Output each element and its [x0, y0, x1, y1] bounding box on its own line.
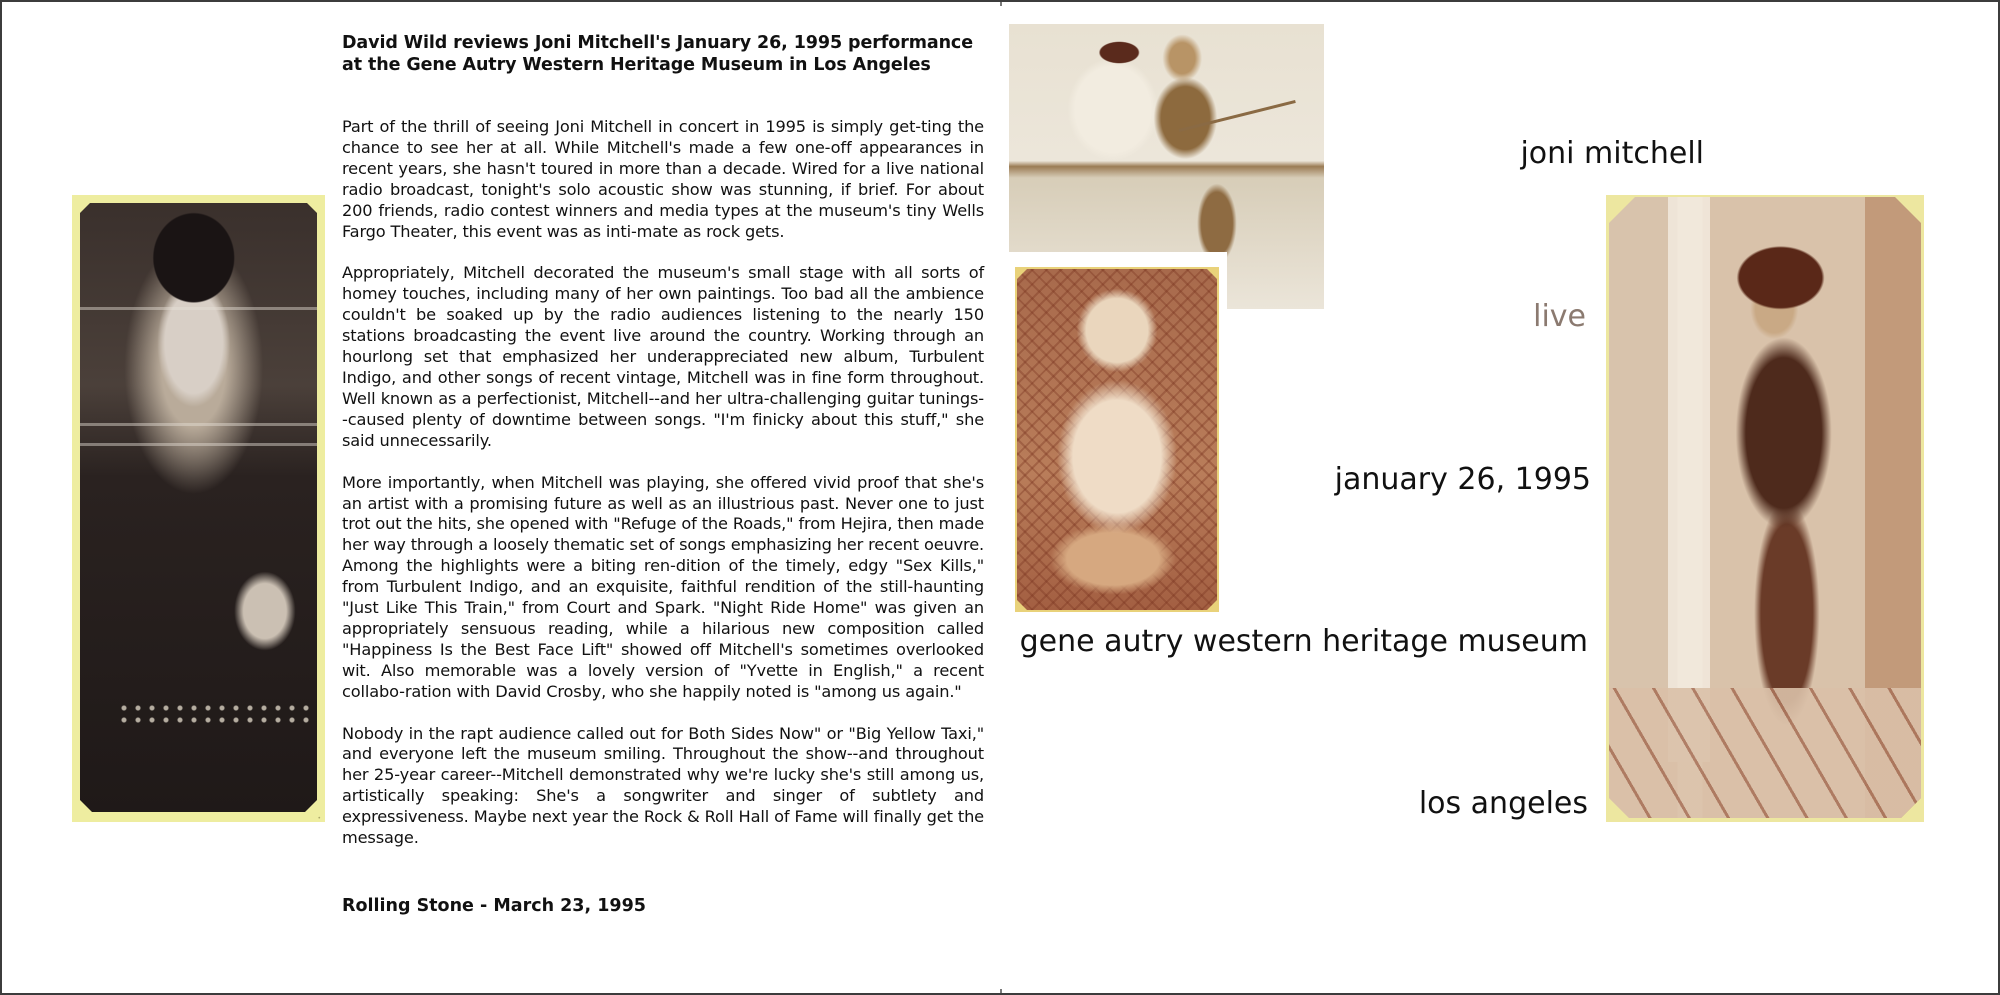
photo-crease: [80, 307, 317, 310]
portrait-photo: [72, 195, 325, 822]
porch-post: [1668, 197, 1710, 762]
cowgirl-photo: [1606, 195, 1924, 822]
cover-city: los angeles: [1418, 786, 1588, 821]
belt-detail: [118, 700, 317, 724]
article-paragraph: Nobody in the rapt audience called out for Both Sides Now" or "Big Yellow Taxi," and everyone left the museum smiling. Throughout the show--and throughout her 25-year career--Mitchell demonstrated why we're lucky she's still among us, artistically speaking: She's a songwriter and singer of subtlety and expressiveness. Maybe next year the Rock & Roll Hall of Fame will finally get the message.: [342, 723, 984, 848]
review-article: [342, 32, 984, 917]
cover-live-label: live: [1533, 299, 1586, 334]
fold-mark-bottom: [1000, 989, 1002, 993]
cover-venue: gene autry western heritage museum: [1019, 624, 1588, 659]
cover-artist: joni mitchell: [1520, 136, 1704, 171]
article-paragraph: Part of the thrill of seeing Joni Mitchell in concert in 1995 is simply get-ting the chance to see her at all. While Mitchell's made a few one-off appearances in recent years, she hasn't toured in more than a decade. Wired for a live national radio broadcast, tonight's solo acoustic show was stunning, if brief. For about 200 friends, radio contest winners and media types at the museum's tiny Wells Fargo Theater, this event was as inti-mate as rock gets.: [342, 117, 984, 241]
porch-deck: [1609, 688, 1921, 818]
toddler-image: [1017, 269, 1217, 610]
article-headline: David Wild reviews Joni Mitchell's January 26, 1995 performance at the Gene Autry Western Heritage Museum in Los Angeles: [342, 33, 973, 75]
fold-mark-top: [1000, 2, 1002, 6]
photo-crease: [80, 443, 317, 446]
article-source: Rolling Stone - March 23, 1995: [342, 896, 646, 916]
photo-crease: [80, 423, 317, 426]
cover-date: january 26, 1995: [1334, 462, 1591, 497]
toddler-photo: [1015, 267, 1219, 612]
scan-mark: •: [317, 815, 321, 822]
article-paragraph: Appropriately, Mitchell decorated the museum's small stage with all sorts of homey touches, including many of her own paintings. Too bad all the ambience couldn't be soaked up by the radio audiences listening to the nearly 150 stations broadcasting the event live around the country. Working through an hourlong set that emphasized her underappreciated new album, Turbulent Indigo, and other songs of recent vintage, Mitchell was in fine form throughout. Well known as a perfectionist, Mitchell--and her ultra-challenging guitar tunings--caused plenty of downtime between songs. "I'm finicky about this stuff," she said unnecessarily.: [342, 263, 984, 450]
article-paragraph: More importantly, when Mitchell was playing, she offered vivid proof that she's an artist with a promising future as well as an illustrious past. Never one to just trot out the hits, she opened with "Refuge of the Roads," from Hejira, then made her way through a loosely thematic set of songs emphasizing her recent oeuvre. Among the highlights were a biting ren-dition of the timely, edgy "Sex Kills," from Turbulent Indigo, and an exquisite, faithful rendition of the still-haunting "Just Like This Train," from Court and Spark. "Night Ride Home" was given an appropriately sensuous reading, while a hilarious new composition called "Happiness Is the Best Face Lift" showed off Mitchell's sometimes overlooked wit. Also memorable was a lovely version of "Yvette in English," a recent collabo-ration with David Crosby, who she happily noted is "among us again.": [342, 472, 984, 701]
